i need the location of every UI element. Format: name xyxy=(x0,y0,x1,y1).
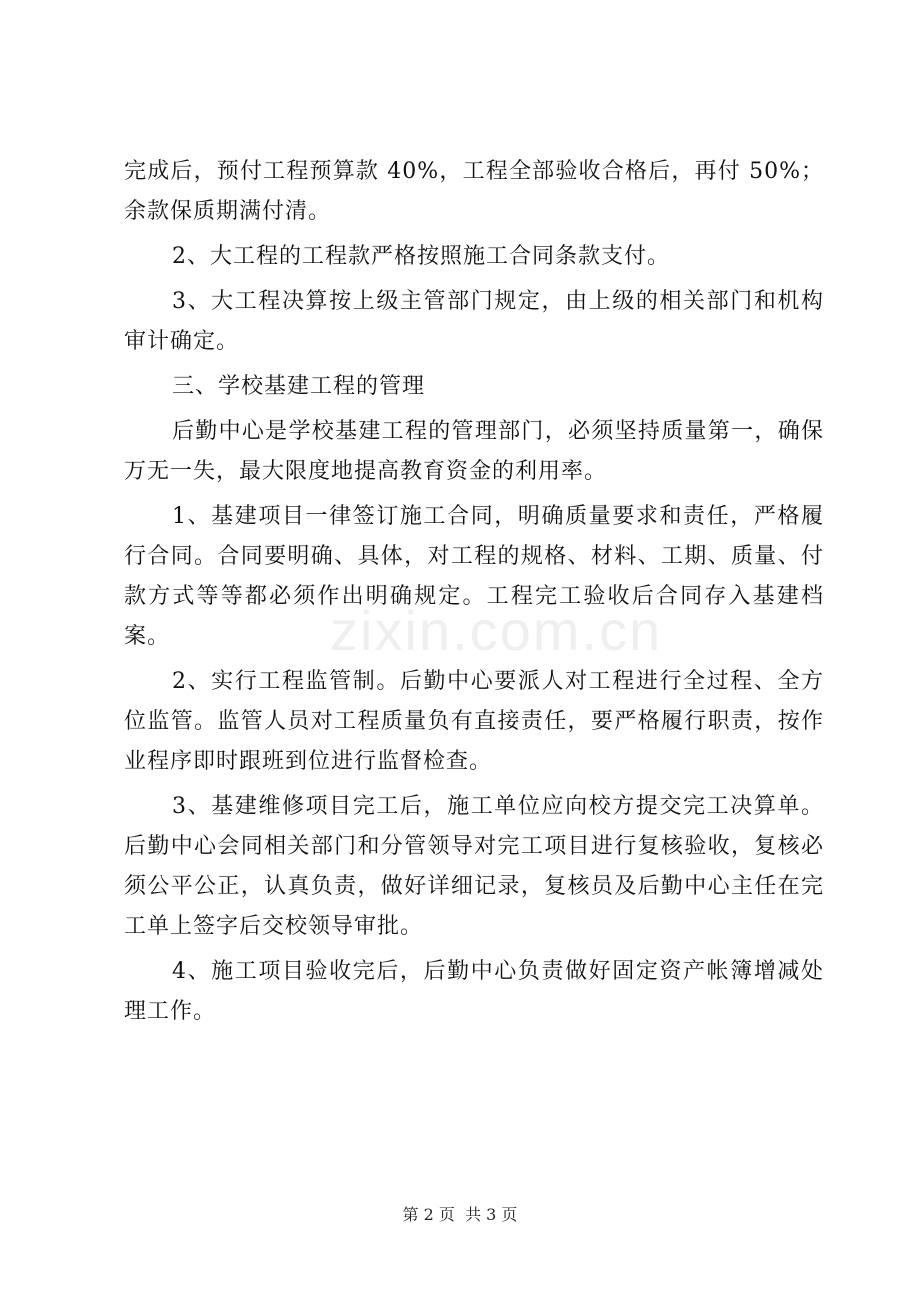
paragraph-9: 4、施工项目验收完后，后勤中心负责做好固定资产帐簿增减处理工作。 xyxy=(124,959,824,1024)
page-footer: 第 2 页 共 3 页 xyxy=(402,1205,518,1224)
watermark: zixin.com.cn xyxy=(330,599,663,662)
document-body xyxy=(124,152,824,1037)
paragraph-3: 3、大工程决算按上级主管部门规定，由上级的相关部门和机构审计确定。 xyxy=(124,289,824,354)
paragraph-1: 完成后，预付工程预算款 40%，工程全部验收合格后，再付 50%；余款保质期满付清。 xyxy=(124,159,824,224)
paragraph-6: 1、基建项目一律签订施工合同，明确质量要求和责任，严格履行合同。合同要明确、具体，对工程的规格、材料、工期、质量、付款方式等等都必须作出明确规定。工程完工验收后合同存入基建档案。 xyxy=(124,504,824,649)
paragraph-5: 后勤中心是学校基建工程的管理部门，必须坚持质量第一，确保万无一失，最大限度地提高教育资金的利用率。 xyxy=(124,419,824,484)
paragraph-7: 2、实行工程监管制。后勤中心要派人对工程进行全过程、全方位监管。监管人员对工程质量负有直接责任，要严格履行职责，按作业程序即时跟班到位进行监督检查。 xyxy=(124,669,824,774)
section-heading: 三、学校基建工程的管理 xyxy=(172,374,426,399)
paragraph-2: 2、大工程的工程款严格按照施工合同条款支付。 xyxy=(172,244,670,269)
paragraph-8: 3、基建维修项目完工后，施工单位应向校方提交完工决算单。后勤中心会同相关部门和分管领导对完工项目进行复核验收，复核必须公平公正，认真负责，做好详细记录，复核员及后勤中心主任在完工单上签字后交校领导审批。 xyxy=(124,794,824,939)
